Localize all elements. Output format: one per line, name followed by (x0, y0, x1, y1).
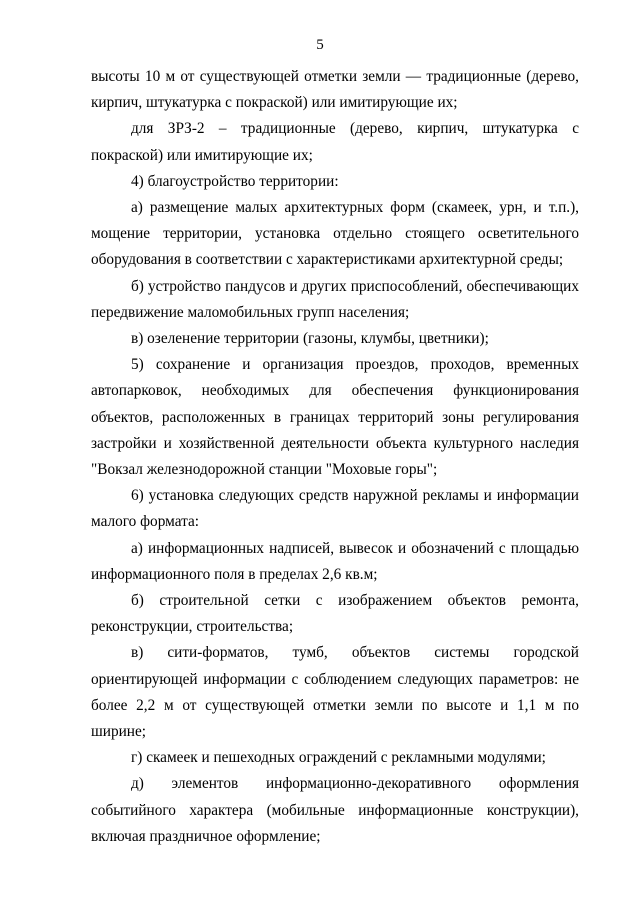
paragraph-1: высоты 10 м от существующей отметки земли — традиционные (дерево, кирпич, штукатурка с покраской) или имитирующие их; (91, 68, 579, 112)
paragraph-5: б) устройство пандусов и других приспособлений, обеспечивающих передвижение маломобильных групп населения; (91, 277, 579, 321)
paragraph-11: в) сити-форматов, тумб, объектов системы городской ориентирующей информации с соблюдением следующих параметров: не более 2,2 м от существующей отметки земли по высоте и 1,1 м по ширине; (91, 644, 579, 741)
document-body (91, 64, 579, 850)
paragraph-10: б) строительной сетки с изображением объектов ремонта, реконструкции, строительства; (91, 592, 579, 636)
paragraph-13: д) элементов информационно-декоративного оформления событийного характера (мобильные информационные конструкции), включая праздничное оформление; (91, 775, 579, 845)
page-number: 5 (316, 37, 324, 53)
paragraph-8: 6) установка следующих средств наружной рекламы и информации малого формата: (91, 487, 579, 531)
paragraph-12: г) скамеек и пешеходных ограждений с рекламными модулями; (131, 749, 546, 767)
paragraph-9: а) информационных надписей, вывесок и обозначений с площадью информационного поля в пределах 2,6 кв.м; (91, 539, 579, 583)
paragraph-2: для ЗРЗ-2 – традиционные (дерево, кирпич, штукатурка с покраской) или имитирующие их; (91, 120, 579, 164)
paragraph-3: 4) благоустройство территории: (131, 172, 339, 190)
paragraph-7: 5) сохранение и организация проездов, проходов, временных автопарковок, необходимых для обеспечения функционирования объектов, расположенных в границах территорий зоны регулирования застройки и хозяйственной деятельности объекта культурного наследия "Вокзал железнодорожной станции "Моховые горы"; (91, 356, 579, 479)
paragraph-4: а) размещение малых архитектурных форм (скамеек, урн, и т.п.), мощение территории, установка отдельно стоящего осветительного оборудования в соответствии с характеристиками архитектурной среды; (91, 199, 579, 269)
paragraph-6: в) озеленение территории (газоны, клумбы, цветники); (131, 330, 489, 348)
